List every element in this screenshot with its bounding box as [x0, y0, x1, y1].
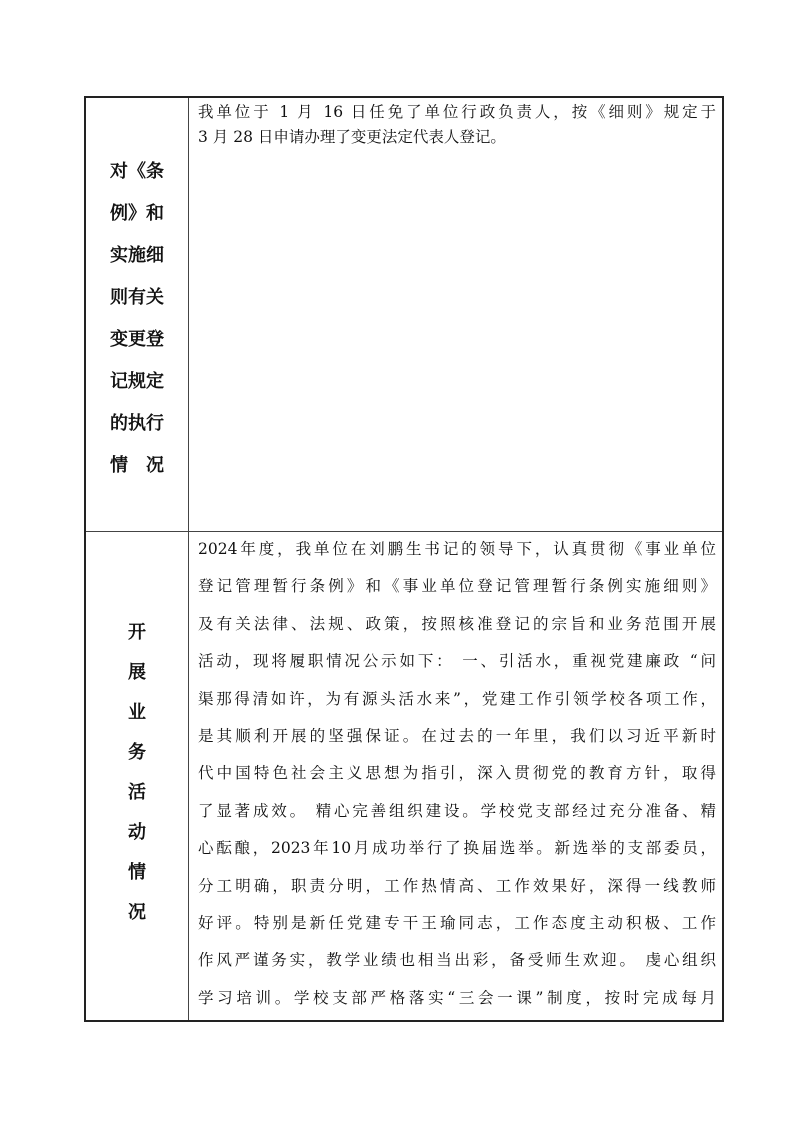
content-line: 我单位于 1 月 16 日任免了单位行政负责人，按《细则》规定于: [198, 103, 716, 121]
label-line: 记规定: [110, 371, 164, 392]
label-line: 变更登: [110, 329, 164, 350]
label-line: 况: [128, 902, 146, 923]
content-line: 分工明确，职责分明，工作热情高、工作效果好，深得一线教师: [198, 876, 716, 895]
label-line: 则有关: [110, 287, 164, 308]
content-line: 作风严谨务实，教学业绩也相当出彩，备受师生欢迎。 虔心组织: [198, 951, 716, 970]
label-line: 展: [128, 662, 146, 683]
label-line: 情 况: [110, 455, 164, 476]
content-line: 2024年度，我单位在刘鹏生书记的领导下，认真贯彻《事业单位: [198, 540, 716, 558]
content-line: 代中国特色社会主义思想为指引，深入贯彻党的教育方针，取得: [198, 764, 716, 783]
row-label-business-activities: [86, 613, 188, 933]
content-line: 渠那得清如许，为有源头活水来”，党建工作引领学校各项工作，: [198, 689, 716, 708]
label-line: 务: [128, 742, 146, 763]
label-line: 实施细: [110, 245, 164, 266]
info-table: [84, 96, 724, 1022]
label-line: 动: [128, 822, 146, 843]
content-line: 心酝酿，2023年10月成功举行了换届选举。新选举的支部委员，: [198, 839, 716, 858]
content-line: 是其顺利开展的坚强保证。在过去的一年里，我们以习近平新时: [198, 726, 716, 745]
content-line: 活动，现将履职情况公示如下： 一、引活水，重视党建廉政 “问: [198, 652, 716, 671]
label-line: 业: [128, 702, 146, 723]
label-line: 活: [128, 782, 146, 803]
content-line: 3 月 28 日申请办理了变更法定代表人登记。: [198, 128, 506, 146]
label-line: 对《条: [110, 161, 164, 182]
row-label-change-registration: [86, 151, 188, 487]
content-line: 及有关法律、法规、政策，按照核准登记的宗旨和业务范围开展: [198, 614, 716, 633]
content-line: 学习培训。学校支部严格落实“三会一课”制度，按时完成每月: [198, 988, 716, 1007]
business-activities-content: [198, 531, 716, 1017]
change-registration-content: [198, 100, 716, 150]
label-line: 的执行: [110, 413, 164, 434]
label-line: 例》和: [110, 203, 164, 224]
label-line: 情: [128, 862, 146, 883]
content-line: 登记管理暂行条例》和《事业单位登记管理暂行条例实施细则》: [198, 577, 716, 596]
content-line: 好评。特别是新任党建专干王瑜同志，工作态度主动积极、工作: [198, 913, 716, 932]
label-line: 开: [128, 622, 146, 643]
content-line: 了显著成效。 精心完善组织建设。学校党支部经过充分准备、精: [198, 801, 716, 820]
column-divider: [188, 98, 189, 1020]
